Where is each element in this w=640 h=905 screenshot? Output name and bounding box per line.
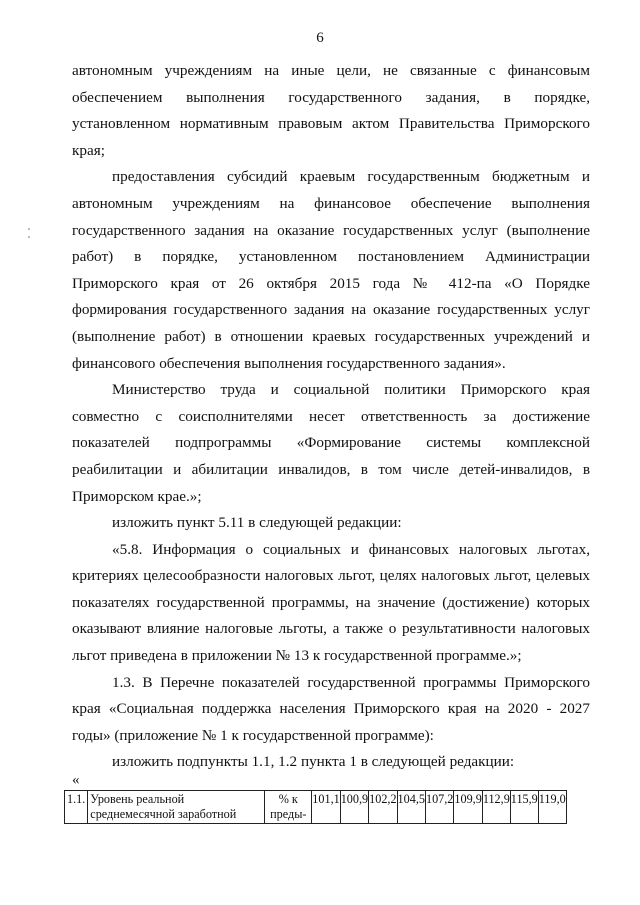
value-cell: 100,9	[340, 791, 368, 824]
value-cell: 112,9	[482, 791, 510, 824]
paragraph-3: Министерство труда и социальной политики Приморского края совместно с соисполнителями несет ответственность за достижение показателей подпрограммы «Формирование системы комплексной реабилитации и абилитации инвалидов, в том числе детей-инвалидов, в Приморском крае.»;	[72, 381, 590, 505]
paragraph-2: предоставления субсидий краевым государственным бюджетным и автономным учреждениям на финансовое обеспечение выполнения государственного задания на оказание государственных услуг (выполнение работ) в порядке, установленном постановлением Администрации Приморского края от 26 октября 2015 года № 412-па «О Порядке формирования государственного задания на оказание государственных услуг (выполнение работ) в отношении краевых государственных учреждений и финансового обеспечения выполнения государственного задания».	[72, 168, 590, 372]
paragraph-5: «5.8. Информация о социальных и финансовых налоговых льготах, критериях целесообразности налоговых льгот, целях налоговых льгот, целевых показателях государственной программы, на значение (достижение) которых оказывают влияние налоговые льготы, а также о результативности налоговых льгот приведена в приложении № 13 к государственной программе.»;	[72, 540, 590, 665]
table-row	[65, 791, 567, 824]
value-cell: 104,5	[397, 791, 425, 824]
value-cell: 119,0	[538, 791, 566, 824]
value-cell: 107,2	[425, 791, 453, 824]
margin-scan-mark	[28, 228, 30, 230]
value-cell: 101,1	[312, 791, 340, 824]
margin-scan-mark	[28, 236, 30, 238]
indicator-name-cell: Уровень реальной среднемесячной заработной	[88, 791, 265, 824]
paragraph-1: автономным учреждениям на иные цели, не связанные с финансовым обеспечением выполнения государственного задания, в порядке, установленном нормативным правовым актом Правительства Приморского края;	[72, 62, 590, 159]
paragraph-6: 1.3. В Перечне показателей государственной программы Приморского края «Социальная поддержка населения Приморского края на 2020 - 2027 годы» (приложение № 1 к государственной программе):	[72, 673, 590, 744]
value-cell: 102,2	[369, 791, 397, 824]
value-cell: 115,9	[510, 791, 538, 824]
page-number: 6	[316, 30, 324, 46]
paragraph-4: изложить пункт 5.11 в следующей редакции:	[112, 514, 402, 532]
unit-cell: % к преды-	[265, 791, 312, 824]
opening-quote: «	[72, 772, 80, 788]
row-number-cell: 1.1.	[65, 791, 88, 824]
indicator-table	[64, 790, 567, 824]
paragraph-7: изложить подпункты 1.1, 1.2 пункта 1 в следующей редакции:	[112, 753, 515, 771]
body-text	[72, 58, 590, 776]
value-cell: 109,9	[454, 791, 482, 824]
